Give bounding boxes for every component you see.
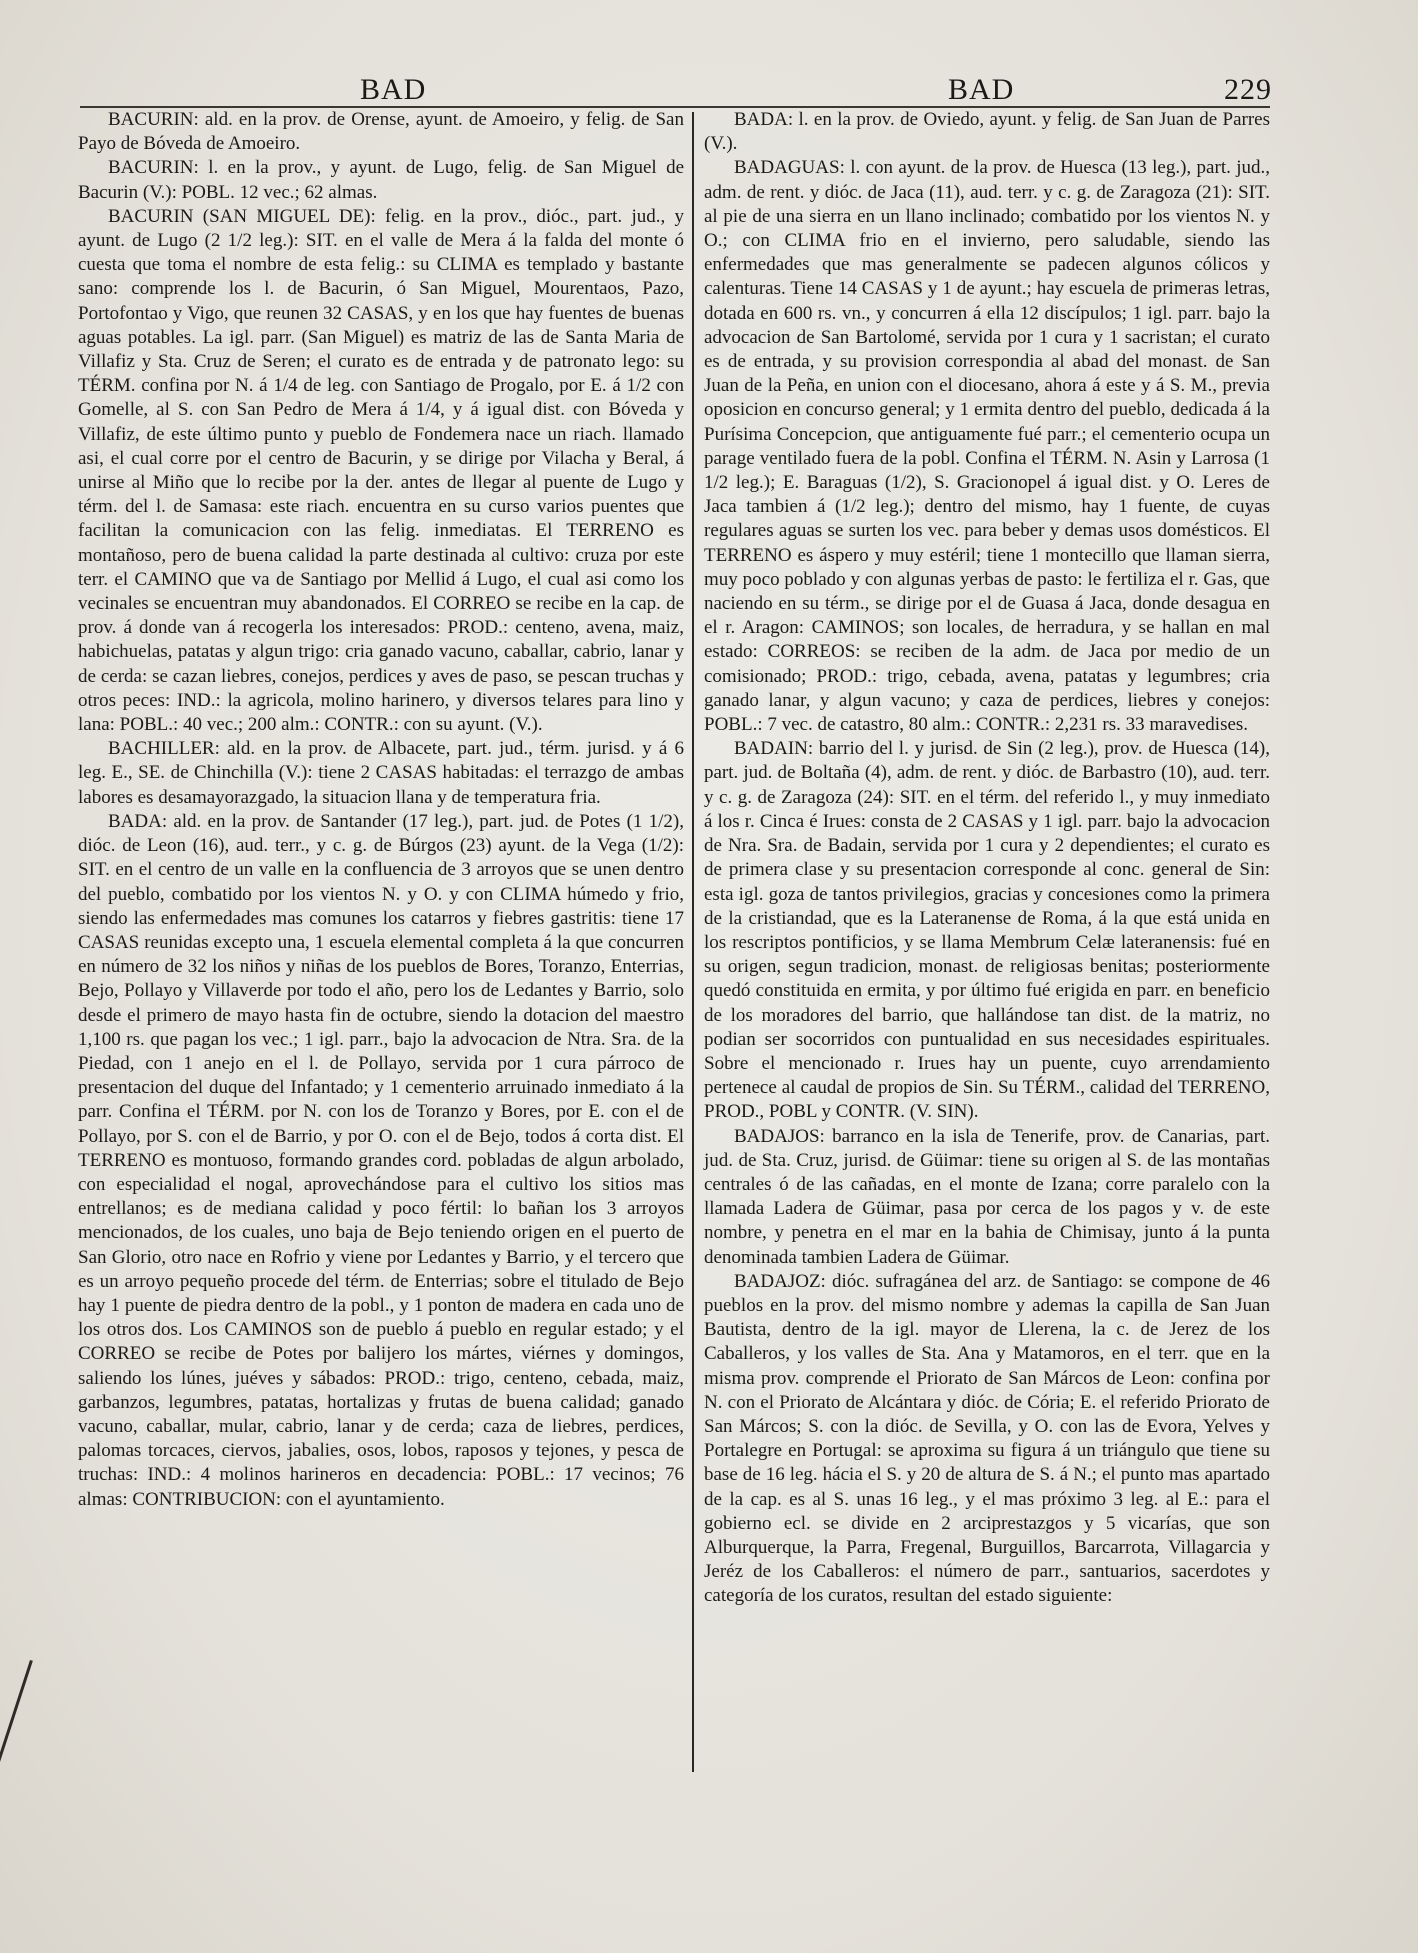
running-header-right: BAD [948, 73, 1015, 106]
running-header-left: BAD [360, 73, 427, 106]
margin-pen-mark [0, 1660, 33, 1775]
entry-bada-oviedo: BADA: l. en la prov. de Oviedo, ayunt. y felig. de San Juan de Parres (V.). [704, 109, 1270, 155]
entry-badajoz: BADAJOZ: dióc. sufragánea del arz. de Santiago: se compone de 46 pueblos en la prov. del mismo nombre y ademas la capilla de San Juan Bautista, dentro de la igl. mayor de Llerena, la c. de Jerez de los Caballeros, y los valles de Sta. Ana y Matamoros, en el terr. que en la misma prov. comprende el Priorato de San Márcos de Leon: confina por N. con el Priorato de Alcántara y dióc. de Cória; E. el referido Priorato de San Márcos; S. con la dióc. de Sevilla, y O. con las de Evora, Yelves y Portalegre en Portugal: se aproxima su figura á un triángulo que tiene su base de 16 leg. hácia el S. y 20 de altura de S. á N.; el punto mas apartado de la cap. es al S. unas 16 leg., y el mas próximo 3 leg. al E.: para el gobierno ecl. se divide en 2 arciprestazgos y 5 vicarías, que son Alburquerque, la Parra, Fregenal, Burguillos, Barcarrota, Villagarcia y Jeréz de los Caballeros: el número de parr., santuarios, sacerdotes y categoría de los curatos, resultan del estado siguiente: [704, 1270, 1270, 1607]
entry-badain: BADAIN: barrio del l. y jurisd. de Sin (2 leg.), prov. de Huesca (14), part. jud. de Boltaña (4), adm. de rent. y dióc. de Barbastro (10), aud. terr. y c. g. de Zaragoza (24): SIT. en el térm. del referido l., y muy inmediato á los r. Cinca é Irues: consta de 2 CASAS y 1 igl. parr. bajo la advocacion de Nra. Sra. de Badain, servida por 1 cura y 2 dependientes; el curato es de primera clase y su presentacion corresponde al conc. general de Sin: esta igl. goza de tantos privilegios, gracias y concesiones como la primera de la cristiandad, que es la Lateranense de Roma, á la que está unida en los rescriptos pontificios, y se llama Membrum Celæ lateranensis: fué en su origen, segun tradicion, monast. de religiosas benitas; posteriormente quedó constituida en ermita, y por último fué erigida en parr. en beneficio de los moradores del barrio, que hallándose tan dist. de la matriz, no podian ser socorridos con puntualidad en sus necesidades espirituales. Sobre el mencionado r. Irues hay un puente, cuyo arrendamiento pertenece al caudal de propios de Sin. Su TÉRM., calidad del TERRENO, PROD., POBL y CONTR. (V. SIN). [704, 738, 1270, 1123]
entry-bacurin-orense: BACURIN: ald. en la prov. de Orense, ayunt. de Amoeiro, y felig. de San Payo de Bóveda de Amoeiro. [78, 109, 684, 155]
right-column [704, 108, 1270, 1609]
entry-bacurin-san-miguel: BACURIN (SAN MIGUEL DE): felig. en la prov., dióc., part. jud., y ayunt. de Lugo (2 1/2 leg.): SIT. en el valle de Mera á la falda del monte ó cuesta que toma el nombre de esta felig.: su CLIMA es templado y bastante sano: comprende los l. de Bacurin, ó San Miguel, Mourentaos, Pazo, Portofontao y Vigo, que reunen 32 CASAS, y en los que hay fuentes de buenas aguas potables. La igl. parr. (San Miguel) es matriz de las de Santa Maria de Villafiz y Sta. Cruz de Seren; el curato es de entrada y de patronato lego: su TÉRM. confina por N. á 1/4 de leg. con Santiago de Progalo, por E. á 1/2 con Gomelle, al S. con San Pedro de Mera á 1/4, y á igual dist. con Bóveda y Villafiz, de este último punto y pueblo de Fondemera nace un riach. llamado asi, el cual corre por el centro de Bacurin, y se dirige por Vilacha y Beral, á unirse al Miño que lo recibe por la der. antes de llegar al puente de Lugo y térm. del l. de Samasa: este riach. encuentra en su curso varios puentes que facilitan la comunicacion con las felig. inmediatas. El TERRENO es montañoso, pero de buena calidad la parte destinada al cultivo: cruza por este terr. el CAMINO que va de Santiago por Mellid á Lugo, el cual asi como los vecinales se encuentran muy abandonados. El CORREO se recibe en la cap. de prov. á donde van á recogerla los interesados: PROD.: centeno, avena, maiz, habichuelas, patatas y algun trigo: cria ganado vacuno, caballar, cabrio, lanar y de cerda: se cazan liebres, conejos, perdices y aves de paso, se pescan truchas y otros peces: IND.: la agricola, molino harinero, y diversos telares para lino y lana: POBL.: 40 vec.; 200 alm.: CONTR.: con su ayunt. (V.). [78, 205, 684, 736]
entry-badaguas: BADAGUAS: l. con ayunt. de la prov. de Huesca (13 leg.), part. jud., adm. de rent. y dióc. de Jaca (11), aud. terr. y c. g. de Zaragoza (21): SIT. al pie de una sierra en un llano inclinado; combatido por los vientos N. y O.; con CLIMA frio en el invierno, pero saludable, siendo las enfermedades que mas generalmente se padecen algunos cólicos y calenturas. Tiene 14 CASAS y 1 de ayunt.; hay escuela de primeras letras, dotada en 600 rs. vn., y concurren á ella 12 discípulos; 1 igl. parr. bajo la advocacion de San Bartolomé, servida por 1 cura y 1 sacristan; el curato es de entrada, y su provision correspondia al abad del monast. de San Juan de la Peña, en union con el diocesano, ahora á este y á S. M., previa oposicion en concurso general; y 1 ermita dentro del pueblo, dedicada á la Purísima Concepcion, que antiguamente fué parr.; el cementerio ocupa un parage ventilado fuera de la pobl. Confina el TÉRM. N. Asin y Larrosa (1 1/2 leg.); E. Baraguas (1/2), S. Gracionopel á igual dist. y O. Leres de Jaca tambien á (1/2 leg.); dentro del mismo, hay 1 fuente, de cuyas regulares aguas se surten los vec. para beber y demas usos domésticos. El TERRENO es áspero y muy estéril; tiene 1 montecillo que llaman sierra, muy poco poblado y con algunas yerbas de pasto: le fertiliza el r. Gas, que naciendo en su térm., se dirige por el de Guasa á Jaca, donde desagua en el r. Aragon: CAMINOS; son locales, de herradura, y se hallan en mal estado: CORREOS: se reciben de la adm. de Jaca por medio de un comisionado; PROD.: trigo, cebada, avena, patatas y legumbres; cria ganado lanar, y algun vacuno; y caza de perdices, liebres y conejos: POBL.: 7 vec. de catastro, 80 alm.: CONTR.: 2,231 rs. 33 maravedises. [704, 157, 1270, 736]
left-column [78, 108, 684, 1512]
entry-bacurin-lugo: BACURIN: l. en la prov., y ayunt. de Lugo, felig. de San Miguel de Bacurin (V.): POBL. 12 vec.; 62 almas. [78, 157, 684, 203]
entry-bachiller: BACHILLER: ald. en la prov. de Albacete, part. jud., térm. jurisd. y á 6 leg. E., SE. de Chinchilla (V.): tiene 2 CASAS habitadas: el terrazgo de ambas labores es desamayorazgado, la situacion llana y de temperatura fria. [78, 738, 684, 808]
entry-bada-santander: BADA: ald. en la prov. de Santander (17 leg.), part. jud. de Potes (1 1/2), dióc. de Leon (16), aud. terr., y c. g. de Búrgos (23) ayunt. de la Vega (1/2): SIT. en el centro de un valle en la confluencia de 3 arroyos que se unen dentro del pueblo, combatido por los vientos N. y O. y con CLIMA húmedo y frio, siendo las enfermedades mas comunes los catarros y fiebres gastritis: tiene 17 CASAS reunidas excepto una, 1 escuela elemental completa á la que concurren en número de 32 los niños y niñas de los pueblos de Bores, Toranzo, Enterrias, Bejo, Pollayo y Villaverde por todo el año, pero los de Ledantes y Barrio, solo desde el primero de mayo hasta fin de octubre, siendo la dotacion del maestro 1,100 rs. que pagan los vec.; 1 igl. parr., bajo la advocacion de Ntra. Sra. de la Piedad, con 1 anejo en el l. de Pollayo, servida por 1 cura párroco de presentacion del duque del Infantado; y 1 cementerio arruinado inmediato á la parr. Confina el TÉRM. por N. con los de Toranzo y Bores, por E. con el de Pollayo, por S. con el de Barrio, y por O. con el de Bejo, todos á corta dist. El TERRENO es montuoso, formando grandes cord. pobladas de algun arbolado, con especialidad el nogal, aprovechándose para el cultivo los sitios mas entrellanos; es de mediana calidad y poco fértil: lo bañan los 3 arroyos mencionados, de los cuales, uno baja de Bejo teniendo origen en el puerto de San Glorio, otro nace en Rofrio y viene por Ledantes y Barrio, y el tercero que es un arroyo pequeño procede del térm. de Enterrias; sobre el titulado de Bejo hay 1 puente de piedra dentro de la pobl., y 1 ponton de madera en cada uno de los otros dos. Los CAMINOS son de pueblo á pueblo en regular estado; y el CORREO se recibe de Potes por balijero los mártes, viérnes y domingos, saliendo los lúnes, juéves y sábados: PROD.: trigo, centeno, cebada, maiz, garbanzos, legumbres, patatas, hortalizas y frutas de buena calidad; ganado vacuno, caballar, mular, cabrio, lanar y de cerda; caza de liebres, perdices, palomas torcaces, ciervos, jabalies, osos, lobos, raposos y tejones, y pesca de truchas: IND.: 4 molinos harineros en decadencia: POBL.: 17 vecinos; 76 almas: CONTRIBUCION: con el ayuntamiento. [78, 810, 684, 1510]
column-divider [692, 112, 694, 1772]
entry-badajos: BADAJOS: barranco en la isla de Tenerife, prov. de Canarias, part. jud. de Sta. Cruz, jurisd. de Güimar: tiene su origen al S. de las montañas centrales ó de las cañadas, en el monte de Izana; corre paralelo con la llamada Ladera de Güimar, pasa por cerca de los pagos y v. de este nombre, y penetra en el mar en la bahia de Chimisay, junto á la punta denominada tambien Ladera de Güimar. [704, 1125, 1270, 1268]
page-number: 229 [1224, 73, 1272, 106]
